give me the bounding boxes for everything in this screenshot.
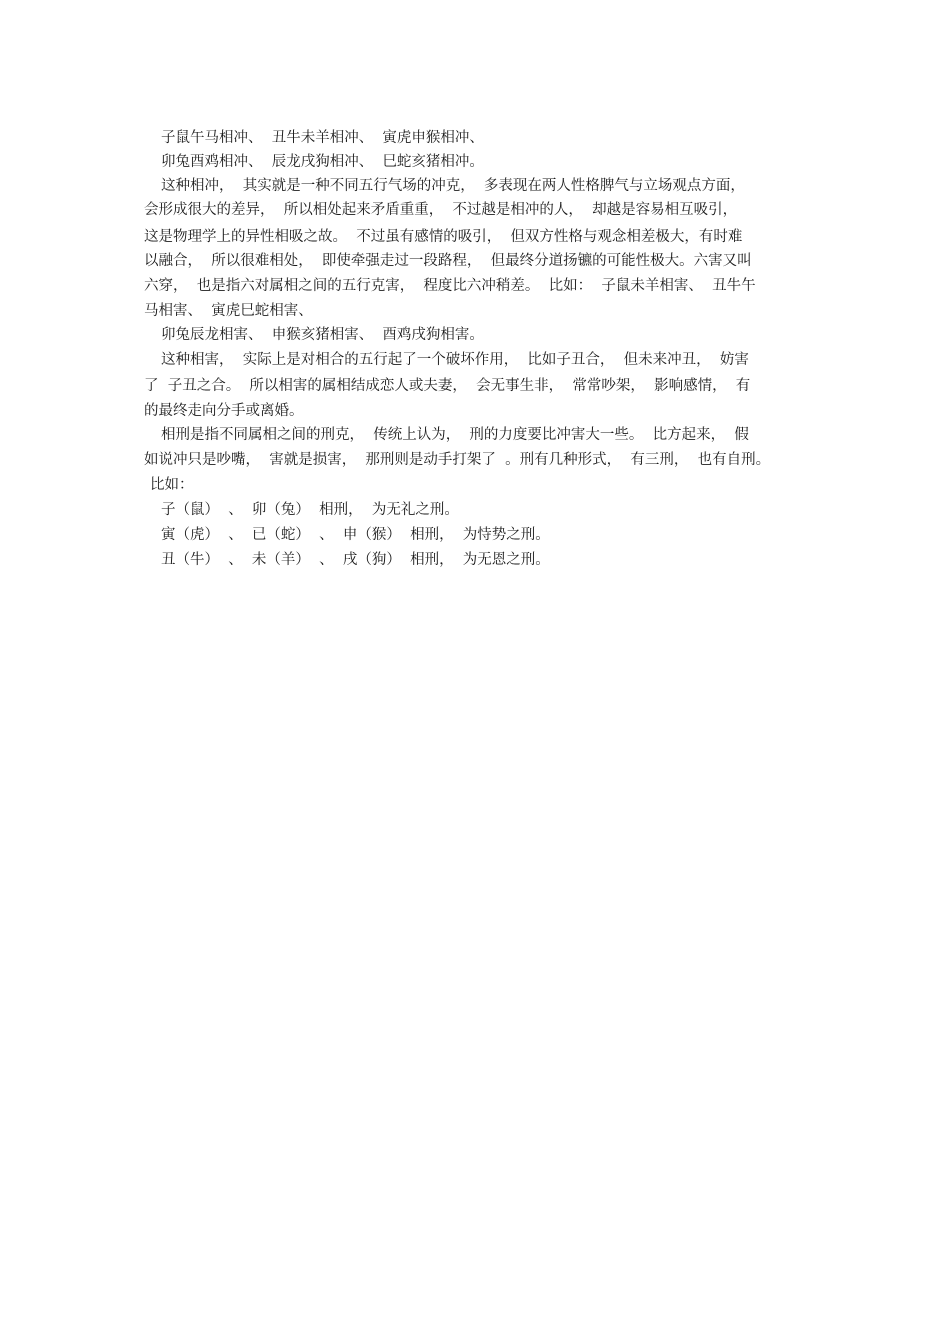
text-line-11: 了 子丑之合。 所以相害的属相结成恋人或夫妻， 会无事生非， 常常吵架， 影响感情， 有 [144, 378, 751, 394]
text-line-14: 如说冲只是吵嘴， 害就是损害， 那刑则是动手打架了 。刑有几种形式， 有三刑， 也有自刑。 [144, 452, 771, 468]
text-line-3: 这种相冲， 其实就是一种不同五行气场的冲克， 多表现在两人性格脾气与立场观点方面， [161, 178, 745, 194]
text-line-18: 丑（牛） 、 未（羊） 、 戌（狗） 相刑， 为无恩之刑。 [161, 552, 550, 568]
text-line-7: 六穿， 也是指六对属相之间的五行克害， 程度比六冲稍差。 比如： 子鼠未羊相害、 丑牛午 [144, 278, 756, 294]
text-line-9: 卯兔辰龙相害、 申猴亥猪相害、 酉鸡戌狗相害。 [161, 327, 484, 343]
text-line-13: 相刑是指不同属相之间的刑克， 传统上认为， 刑的力度要比冲害大一些。 比方起来， 假 [161, 427, 749, 443]
text-line-4: 会形成很大的差异， 所以相处起来矛盾重重， 不过越是相冲的人， 却越是容易相互吸引， [144, 202, 738, 218]
text-line-5: 这是物理学上的异性相吸之故。 不过虽有感情的吸引， 但双方性格与观念相差极大，有时难 [144, 229, 743, 245]
text-line-2: 卯兔酉鸡相冲、 辰龙戌狗相冲、 巳蛇亥猪相冲。 [161, 154, 484, 170]
text-line-17: 寅（虎） 、 已（蛇） 、 申（猴） 相刑， 为恃势之刑。 [161, 527, 550, 543]
text-line-16: 子（鼠） 、 卯（兔） 相刑， 为无礼之刑。 [161, 502, 459, 518]
text-line-8: 马相害、 寅虎巳蛇相害、 [144, 303, 313, 319]
text-line-15: 比如： [150, 477, 194, 493]
text-line-12: 的最终走向分手或离婚。 [144, 403, 304, 419]
text-line-10: 这种相害， 实际上是对相合的五行起了一个破坏作用， 比如子丑合， 但未来冲丑， 妨害 [161, 352, 749, 368]
text-line-6: 以融合， 所以很难相处， 即使牵强走过一段路程， 但最终分道扬镳的可能性极大。六害又叫 [144, 253, 752, 269]
text-line-1: 子鼠午马相冲、 丑牛未羊相冲、 寅虎申猴相冲、 [161, 130, 484, 146]
